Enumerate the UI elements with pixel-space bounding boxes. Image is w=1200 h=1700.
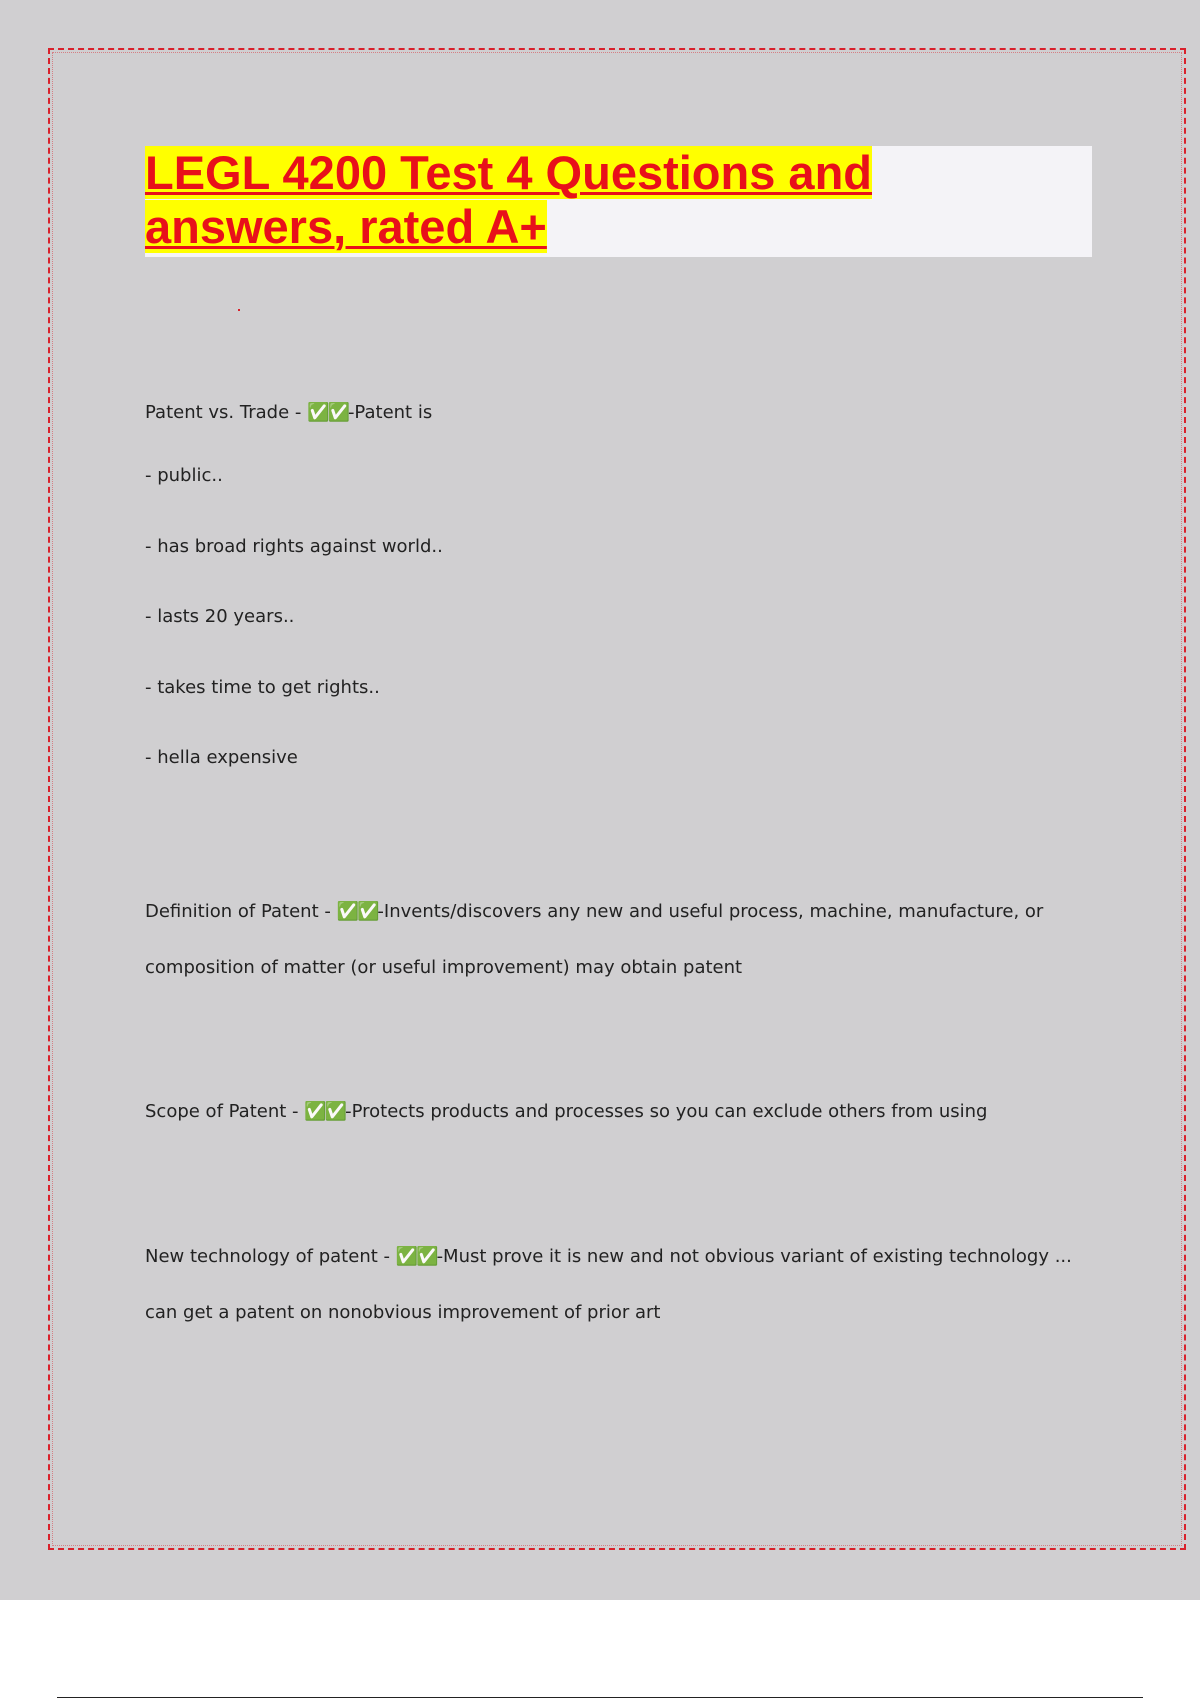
title-line-1: LEGL 4200 Test 4 Questions and [145, 146, 872, 199]
qa-item-2: Definition of Patent - ✅✅-Invents/discovers any new and useful process, machine, manufacture, or composition of matter (or useful improvement) may obtain patent [145, 884, 1043, 996]
qa-item-1: Patent vs. Trade - ✅✅-Patent is - public.. - has broad rights against world.. - lasts 20 years.. - takes time to get rights.. - hella expensive [145, 385, 443, 793]
answer-1-line-1: -Patent is [347, 402, 433, 423]
title-box [145, 146, 1092, 257]
answer-1-line-4: - lasts 20 years.. [145, 606, 295, 627]
answer-4-line-2: can get a patent on nonobvious improvement of prior art [145, 1302, 661, 1323]
check-icon: ✅✅ [395, 1246, 437, 1267]
document-title [145, 146, 1092, 254]
question-4: New technology of patent [145, 1246, 378, 1267]
answer-1-line-2: - public.. [145, 465, 223, 486]
answer-4-line-1: -Must prove it is new and not obvious variant of existing technology ... [436, 1246, 1072, 1267]
qa-item-3: Scope of Patent - ✅✅-Protects products and processes so you can exclude others from using [145, 1101, 988, 1122]
answer-1-line-5: - takes time to get rights.. [145, 677, 380, 698]
answer-2-line-2: composition of matter (or useful improvement) may obtain patent [145, 957, 743, 978]
answer-2-line-1: -Invents/discovers any new and useful process, machine, manufacture, or [377, 901, 1044, 922]
check-icon: ✅✅ [336, 901, 378, 922]
answer-1-line-3: - has broad rights against world.. [145, 536, 443, 557]
title-line-2: answers, rated A+ [145, 200, 547, 253]
answer-1-line-6: - hella expensive [145, 747, 298, 768]
footer-separator [57, 1697, 1143, 1698]
answer-3-line-1: -Protects products and processes so you can exclude others from using [345, 1101, 988, 1122]
qa-item-4: New technology of patent - ✅✅-Must prove it is new and not obvious variant of existing technology ... can get a patent on nonobvious improvement of prior art [145, 1229, 1072, 1341]
question-3: Scope of Patent [145, 1101, 287, 1122]
question-1: Patent vs. Trade [145, 402, 290, 423]
question-2: Definition of Patent [145, 901, 319, 922]
stray-mark [238, 309, 240, 311]
check-icon: ✅✅ [307, 402, 348, 423]
check-icon: ✅✅ [304, 1101, 346, 1122]
